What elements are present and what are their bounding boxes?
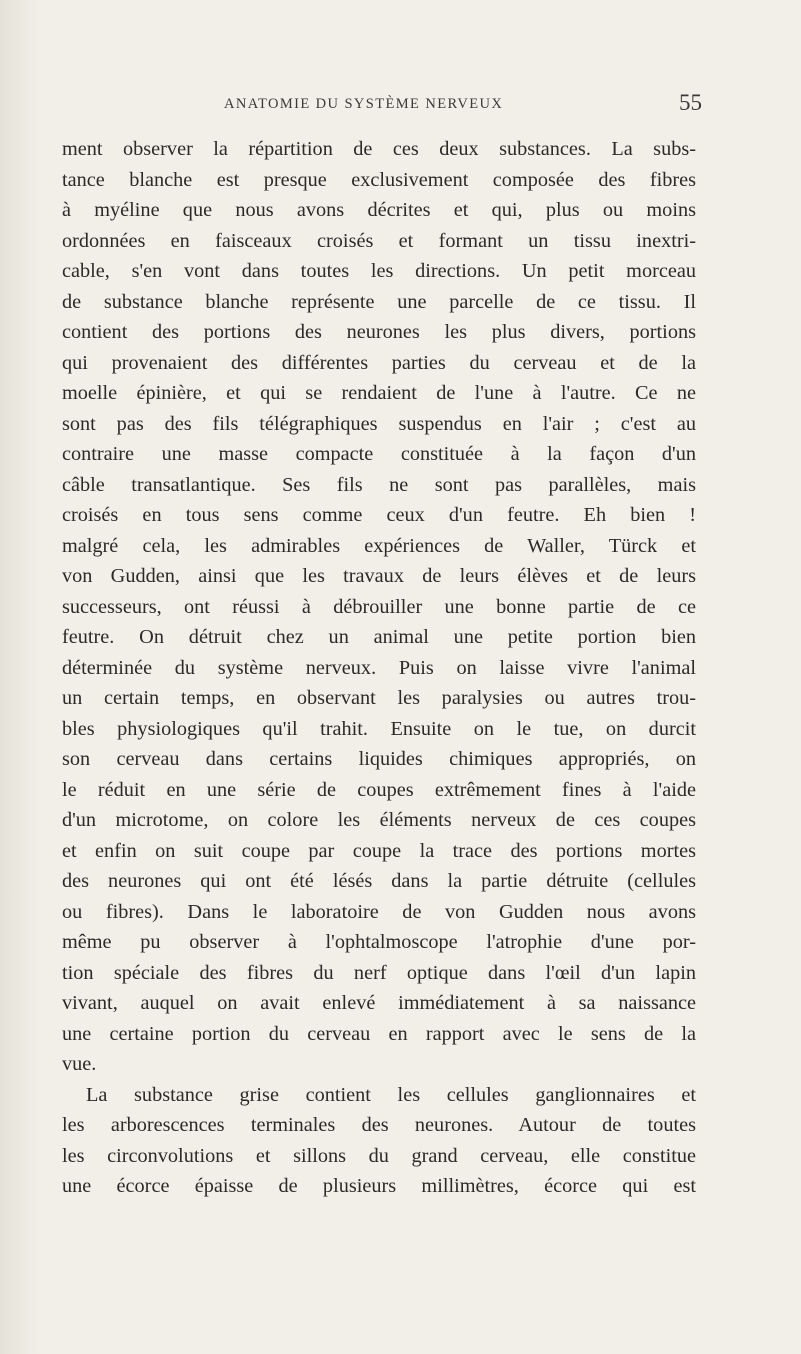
text-line: ou fibres). Dans le laboratoire de von Gudden nous avons: [62, 900, 696, 923]
text-line: sont pas des fils télégraphiques suspendus en l'air ; c'est au: [62, 412, 696, 435]
text-line: un certain temps, en observant les paralysies ou autres trou-: [62, 687, 696, 709]
text-line: son cerveau dans certains liquides chimiques appropriés, on: [62, 748, 696, 770]
text-line: tion spéciale des fibres du nerf optique dans l'œil d'un lapin: [62, 961, 696, 984]
text-line: ment observer la répartition de ces deux substances. La subs-: [62, 138, 696, 160]
text-line: vue.: [62, 1053, 97, 1075]
text-line: les arborescences terminales des neurones. Autour de toutes: [62, 1114, 696, 1136]
page-header: [62, 92, 702, 120]
text-line: La substance grise contient les cellules ganglionnaires et: [86, 1083, 696, 1106]
text-line: moelle épinière, et qui se rendaient de l'une à l'autre. Ce ne: [62, 382, 696, 404]
body-text: [62, 134, 696, 1202]
text-line: contraire une masse compacte constituée à la façon d'un: [62, 443, 696, 465]
text-line: de substance blanche représente une parcelle de ce tissu. Il: [62, 290, 696, 313]
text-line: contient des portions des neurones les plus divers, portions: [62, 321, 696, 343]
text-line: les circonvolutions et sillons du grand cerveau, elle constitue: [62, 1144, 696, 1167]
paragraph-2: [62, 1080, 696, 1202]
text-line: des neurones qui ont été lésés dans la partie détruite (cellules: [62, 870, 696, 892]
text-line: d'un microtome, on colore les éléments nerveux de ces coupes: [62, 809, 696, 831]
paragraph-1: [62, 134, 696, 1080]
text-line: successeurs, ont réussi à débrouiller une bonne partie de ce: [62, 595, 696, 618]
text-line: tance blanche est presque exclusivement composée des fibres: [62, 168, 696, 191]
text-line: bles physiologiques qu'il trahit. Ensuite on le tue, on durcit: [62, 717, 696, 740]
text-line: cable, s'en vont dans toutes les directions. Un petit morceau: [62, 260, 696, 282]
page-number: 55: [679, 90, 702, 115]
text-line: une certaine portion du cerveau en rapport avec le sens de la: [62, 1022, 696, 1045]
text-line: et enfin on suit coupe par coupe la trace des portions mortes: [62, 839, 696, 862]
text-line: qui provenaient des différentes parties du cerveau et de la: [62, 351, 696, 374]
text-line: à myéline que nous avons décrites et qui, plus ou moins: [62, 199, 696, 221]
text-line: déterminée du système nerveux. Puis on laisse vivre l'animal: [62, 656, 696, 679]
text-line: von Gudden, ainsi que les travaux de leurs élèves et de leurs: [62, 565, 696, 587]
text-line: câble transatlantique. Ses fils ne sont pas parallèles, mais: [62, 473, 696, 496]
running-head: ANATOMIE DU SYSTÈME NERVEUX: [224, 96, 504, 112]
text-line: le réduit en une série de coupes extrêmement fines à l'aide: [62, 778, 696, 801]
text-line: malgré cela, les admirables expériences de Waller, Türck et: [62, 534, 696, 557]
text-line: ordonnées en faisceaux croisés et formant un tissu inextri-: [62, 229, 696, 252]
text-line: vivant, auquel on avait enlevé immédiatement à sa naissance: [62, 992, 696, 1014]
text-line: croisés en tous sens comme ceux d'un feutre. Eh bien !: [62, 504, 696, 526]
text-line: une écorce épaisse de plusieurs millimètres, écorce qui est: [62, 1175, 696, 1197]
text-line: même pu observer à l'ophtalmoscope l'atrophie d'une por-: [62, 931, 696, 953]
text-line: feutre. On détruit chez un animal une petite portion bien: [62, 626, 696, 648]
